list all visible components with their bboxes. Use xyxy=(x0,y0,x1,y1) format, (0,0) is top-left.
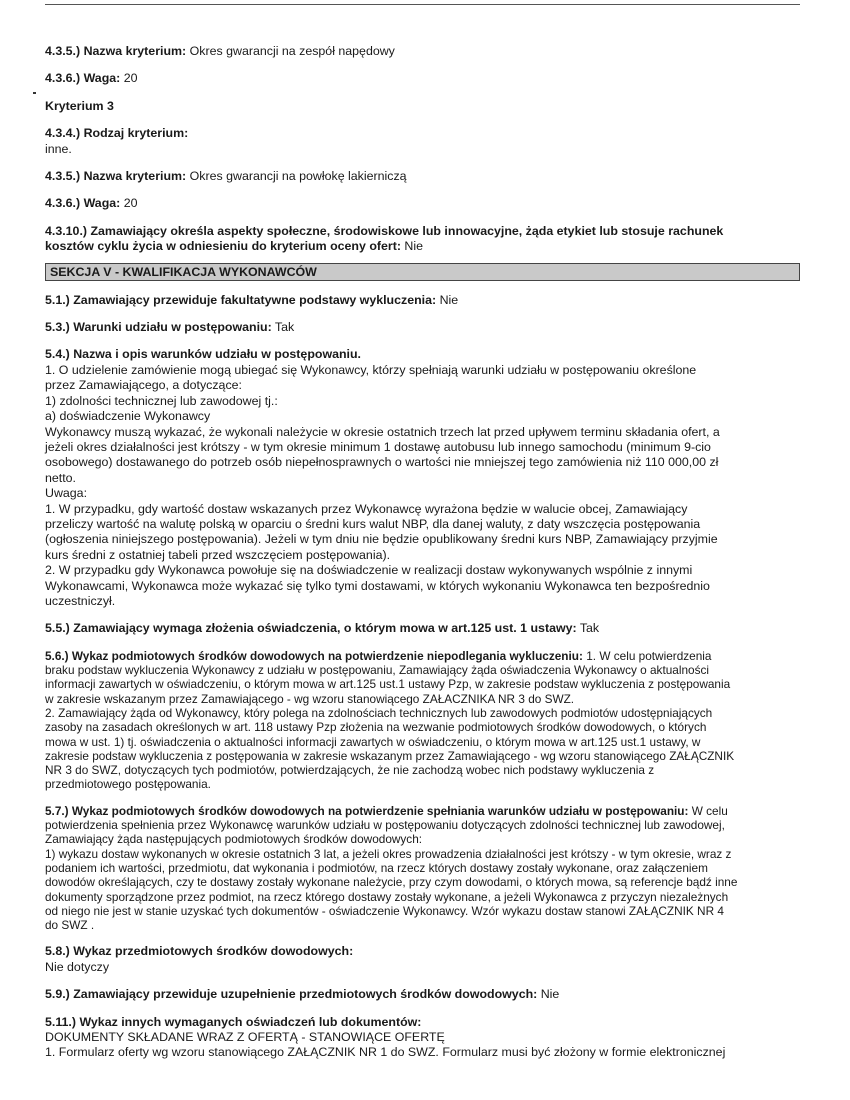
item-5-7-line: od niego nie jest w stanie uzyskać tych dokumentów - oświadczenie Wykonawcy. Wzór wykazu dostaw stanowi ZAŁĄCZNIK NR 4 xyxy=(45,903,724,918)
item-5-8: 5.8.) Wykaz przedmiotowych środków dowodowych: Nie dotyczy xyxy=(45,944,354,974)
criterion-weight-4-3-6-b: 4.3.6.) Waga: 20 xyxy=(45,196,138,211)
scan-mark xyxy=(33,92,36,94)
item-5-4-line: Uwaga: xyxy=(45,486,88,501)
section-v-header: SEKCJA V - KWALIFIKACJA WYKONAWCÓW xyxy=(45,263,800,281)
item-5-6-line: mowa w ust. 1) tj. oświadczenia o aktualności informacji zawartych w oświadczeniu, o którym mowa w art.125 ust.1 ustawy, w xyxy=(45,734,701,749)
item-5-4-line: 1. W przypadku, gdy wartość dostaw wskazanych przez Wykonawcę wyrażona będzie w walucie obcej, Zamawiający xyxy=(45,501,688,516)
criterion-name-4-3-5: 4.3.5.) Nazwa kryterium: Okres gwarancji na zespół napędowy xyxy=(45,44,395,58)
item-5-6-line: przedmiotowego postępowania. xyxy=(45,777,211,792)
item-5-6: 5.6.) Wykaz podmiotowych środków dowodowych na potwierdzenie niepodlegania wykluczeniu: 1. W celu potwierdzenia braku podstaw wykluczenia Wykonawcy z udziału w postępowaniu, Zamawiający żąda oświadczenia Wykonawcy o aktualności informacji zawartych w oświadczeniu, o którym mowa w art.125 ust.1 ustawy Pzp, w zakresie podstaw wykluczenia z postępowania w zakresie wskazanym przez Zamawiającego - wg wzoru stanowiącego ZAŁACZNIKA NR 3 do SWZ. 2. Zamawiający żąda od Wykonawcy, który polega na zdolnościach technicznych lub zawodowych podmiotów udostępniających zasoby na zasadach określonych w art. 118 ustawy Pzp złożenia na wezwanie podmiotowych środków dowodowych, o których mowa w ust. 1) tj. oświadczenia o aktualności informacji zawartych w oświadczeniu, o którym mowa w art.125 ust.1 ustawy, w zakresie podstaw wykluczenia z postępowania w zakresie wskazanym przez Zamawiającego - wg wzoru stanowiącego ZAŁĄCZNIK NR 3 do SWZ, dotyczących tych podmiotów, potwierdzających, że nie zachodzą wobec nich podstawy wykluczenia z przedmiotowego postępowania. xyxy=(45,649,800,792)
item-5-4-line: a) doświadczenie Wykonawcy xyxy=(45,409,211,424)
item-5-6-line: zakresie podstaw wykluczenia z postępowania w zakresie wskazanym przez Zamawiającego - wg wzoru stanowiącego ZAŁĄCZNIK xyxy=(45,748,735,763)
top-rule xyxy=(45,4,800,5)
item-5-6-line: NR 3 do SWZ, dotyczących tych podmiotów, potwierdzających, że nie zachodzą wobec nich podstawy wykluczenia z xyxy=(45,763,655,778)
item-5-4-line: uczestniczył. xyxy=(45,593,116,608)
item-5-4: 5.4.) Nazwa i opis warunków udziału w postępowaniu. 1. O udzielenie zamówienie mogą ubiegać się Wykonawcy, którzy spełniają warunki udziału w postępowaniu określone przez Zamawiającego, a dotyczące: 1) zdolności technicznej lub zawodowej tj.: a) doświadczenie Wykonawcy Wykonawcy muszą wykazać, że wykonali należycie w okresie ostatnich trzech lat przed upływem terminu składania ofert, a jeżeli okres działalności jest krótszy - w tym okresie minimum 1 dostawę autobusu lub innego samochodu (minimum 9-cio osobowego) dostawanego do potrzeb osób niepełnosprawnych o wartości nie mniejszej tego zamówienia niż 110 000,00 zł netto. Uwaga: 1. W przypadku, gdy wartość dostaw wskazanych przez Wykonawcę wyrażona będzie w walucie obcej, Zamawiający przeliczy wartość na walutę polską w oparciu o średni kurs walut NBP, dla danej waluty, z daty wszczęcia postępowania (ogłoszenia niniejszego postępowania). Jeżeli w tym dniu nie będzie opublikowany średni kurs NBP, Zamawiający przyjmie kurs średni z ostatniej tabeli przed wszczęciem postępowania). 2. W przypadku gdy Wykonawca powołuje się na doświadczenie w realizacji dostaw wykonywanych wspólnie z innymi Wykonawcami, Wykonawca może wykazać się tylko tymi dostawami, w których wykonaniu Wykonawca ten bezpośrednio uczestniczył. xyxy=(45,347,800,609)
item-5-6-line: 2. Zamawiający żąda od Wykonawcy, który polega na zdolnościach technicznych lub zawodowych podmiotów udostępniających xyxy=(45,705,713,720)
item-5-7-line: dokumenty sporządzone przez podmiot, na rzecz którego dostawy zostały wykonane, a jeżeli Wykonawca z przyczyn niezależnych xyxy=(45,889,729,904)
item-5-6-line: zasoby na zasadach określonych w art. 118 ustawy Pzp złożenia na wezwanie podmiotowych środków dowodowych, o których xyxy=(45,720,707,735)
item-5-7-line: 1) wykazu dostaw wykonanych w okresie ostatnich 3 lat, a jeżeli okres prowadzenia działalności jest krótszy - w tym okresie, wraz z xyxy=(45,846,732,861)
item-5-11-line: 1. Formularz oferty wg wzoru stanowiącego ZAŁĄCZNIK NR 1 do SWZ. Formularz musi być złożony w formie elektronicznej xyxy=(45,1045,726,1060)
item-5-4-line: jeżeli okres działalności jest krótszy - w tym okresie minimum 1 dostawę autobusu lub innego samochodu (minimum 9-cio xyxy=(45,439,711,454)
item-5-4-line: netto. xyxy=(45,470,77,485)
document-page xyxy=(45,44,800,1069)
item-5-3: 5.3.) Warunki udziału w postępowaniu: Tak xyxy=(45,320,295,335)
item-5-7-line: Zamawiający żąda następujących podmiotowych środków dowodowych: xyxy=(45,832,423,847)
item-5-4-line: Wykonawcy muszą wykazać, że wykonali należycie w okresie ostatnich trzech lat przed upływem terminu składania ofert, a xyxy=(45,424,720,439)
item-5-4-line: (ogłoszenia niniejszego postępowania). Jeżeli w tym dniu nie będzie opublikowany średni kurs NBP, Zamawiający przyjmie xyxy=(45,532,718,547)
item-5-7-line: potwierdzenia spełnienia przez Wykonawcę warunków udziału w postępowaniu dotyczących zdolności technicznej lub zawodowej, xyxy=(45,818,725,833)
item-5-9: 5.9.) Zamawiający przewiduje uzupełnienie przedmiotowych środków dowodowych: Nie xyxy=(45,987,560,1002)
item-5-4-line: kurs średni z ostatniej tabeli przed wszczęciem postępowania). xyxy=(45,547,391,562)
criterion-4-3-10: 4.3.10.) Zamawiający określa aspekty społeczne, środowiskowe lub innowacyjne, żąda etykiet lub stosuje rachunek kosztów cyklu życia w odniesieniu do kryterium oceny ofert: Nie xyxy=(45,223,724,254)
item-5-6-line: w zakresie wskazanym przez Zamawiającego - wg wzoru stanowiącego ZAŁACZNIKA NR 3 do SWZ. xyxy=(45,691,575,706)
item-5-4-line: przeliczy wartość na walutę polską w oparciu o średni kurs walut NBP, dla danej waluty, z daty wszczęcia postępowania xyxy=(45,516,701,531)
item-5-4-line: 1) zdolności technicznej lub zawodowej tj.: xyxy=(45,393,278,408)
item-5-11: 5.11.) Wykaz innych wymaganych oświadczeń lub dokumentów: DOKUMENTY SKŁADANE WRAZ Z OFERTĄ - STANOWIĄCE OFERTĘ 1. Formularz oferty wg wzoru stanowiącego ZAŁĄCZNIK NR 1 do SWZ. Formularz musi być złożony w formie elektronicznej xyxy=(45,1015,800,1061)
item-5-7: 5.7.) Wykaz podmiotowych środków dowodowych na potwierdzenie spełniania warunków udziału w postępowaniu: W celu potwierdzenia spełnienia przez Wykonawcę warunków udziału w postępowaniu dotyczących zdolności technicznej lub zawodowej, Zamawiający żąda następujących podmiotowych środków dowodowych: 1) wykazu dostaw wykonanych w okresie ostatnich 3 lat, a jeżeli okres prowadzenia działalności jest krótszy - w tym okresie, wraz z podaniem ich wartości, przedmiotu, dat wykonania i podmiotów, na rzecz których dostawy zostały wykonane, oraz załączeniem dowodów określających, czy te dostawy zostały wykonane należycie, przy czym dowodami, o których mowa, są referencje bądź inne dokumenty sporządzone przez podmiot, na rzecz którego dostawy zostały wykonane, a jeżeli Wykonawca z przyczyn niezależnych od niego nie jest w stanie uzyskać tych dokumentów - oświadczenie Wykonawcy. Wzór wykazu dostaw stanowi ZAŁĄCZNIK NR 4 do SWZ . xyxy=(45,804,800,933)
item-5-1: 5.1.) Zamawiający przewiduje fakultatywne podstawy wykluczenia: Nie xyxy=(45,292,459,307)
criterion-weight-4-3-6: 4.3.6.) Waga: 20 xyxy=(45,71,138,86)
item-5-4-line: 1. O udzielenie zamówienie mogą ubiegać się Wykonawcy, którzy spełniają warunki udziału w postępowaniu określone xyxy=(45,362,697,377)
item-5-4-line: osobowego) dostawanego do potrzeb osób niepełnosprawnych o wartości nie mniejszej tego zamówienia niż 110 000,00 zł xyxy=(45,455,719,470)
item-5-7-line: do SWZ . xyxy=(45,918,95,933)
item-5-6-line: braku podstaw wykluczenia Wykonawcy z udziału w postępowaniu, Zamawiający żąda oświadczenia Wykonawcy o aktualności xyxy=(45,663,710,678)
item-5-4-line: Wykonawcami, Wykonawca może wykazać się tylko tymi dostawami, w których wykonaniu Wykonawca ten bezpośrednio xyxy=(45,578,710,593)
criterion-3-heading: Kryterium 3 xyxy=(45,98,114,113)
criterion-name-4-3-5-b: 4.3.5.) Nazwa kryterium: Okres gwarancji na powłokę lakierniczą xyxy=(45,169,407,184)
item-5-6-line: informacji zawartych w oświadczeniu, o którym mowa w art.125 ust.1 ustawy Pzp, w zakresie podstaw wykluczenia z postępowania xyxy=(45,677,731,692)
item-5-7-line: podaniem ich wartości, przedmiotu, dat wykonania i podmiotów, na rzecz których dostawy zostały wykonane, oraz załączeniem xyxy=(45,860,708,875)
item-5-7-line: dowodów określających, czy te dostawy zostały wykonane należycie, przy czym dowodami, o których mowa, są referencje bądź inne xyxy=(45,875,738,890)
item-5-4-line: 2. W przypadku gdy Wykonawca powołuje się na doświadczenie w realizacji dostaw wykonywanych wspólnie z innymi xyxy=(45,563,693,578)
criterion-type-4-3-4: 4.3.4.) Rodzaj kryterium: inne. xyxy=(45,126,189,156)
item-5-5: 5.5.) Zamawiający wymaga złożenia oświadczenia, o którym mowa w art.125 ust. 1 ustawy: Tak xyxy=(45,621,600,636)
item-5-4-line: przez Zamawiającego, a dotyczące: xyxy=(45,378,242,393)
item-5-11-line: DOKUMENTY SKŁADANE WRAZ Z OFERTĄ - STANOWIĄCE OFERTĘ xyxy=(45,1030,445,1045)
